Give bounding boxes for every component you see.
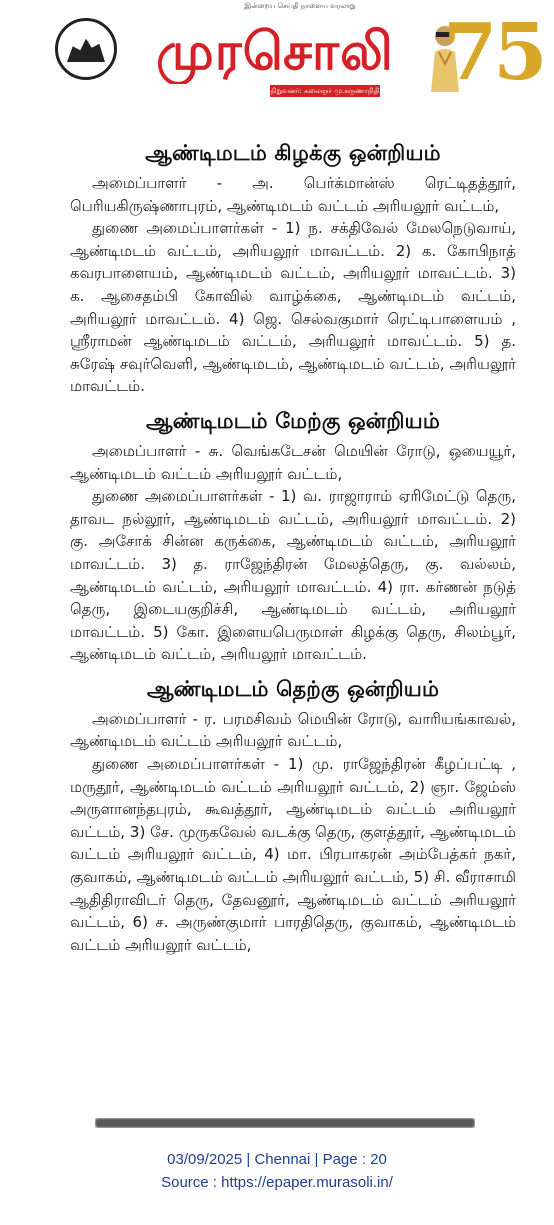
anniversary-emblem xyxy=(425,7,544,98)
cut-off-heading xyxy=(95,1118,475,1128)
organiser-paragraph: அமைப்பாளர் - ர. பரமசிவம் மெயின் ரோடு, வாரியங்காவல், ஆண்டிமடம் வட்டம் அரியலூர் வட்டம், xyxy=(70,709,516,751)
emblem-seal-mark xyxy=(67,36,105,62)
cut-off-heading-fragment xyxy=(95,1118,475,1128)
footer-source-link[interactable]: Source : https://epaper.murasoli.in/ xyxy=(161,1174,393,1191)
deputy-organisers-paragraph: துணை அமைப்பாளர்கள் - 1) வ. ராஜாராம் ஏரிமேட்டு தெரு, தாவட நல்லூர், ஆண்டிமடம் வட்டம், அரியலூர் மாவட்டம். 2) கு. அசோக் சின்ன கருக்கை, ஆண்டிமடம் வட்டம், அரியலூர் மாவட்டம். 3) த. ராஜேந்திரன் மேலத்தெரு, கு. வல்லம், ஆண்டிமடம் வட்டம், அரியலூர் மாவட்டம். 4) ரா. கர்ணன் நடுத் தெரு, இடையகுறிச்சி, ஆண்டிமடம் வட்டம், அரியலூர் மாவட்டம். 5) கோ. இளையபெருமாள் கிழக்கு தெரு, சிலம்பூர், ஆண்டிமடம் வட்டம், அரியலூர் மாவட்டம். xyxy=(70,487,516,664)
section-heading: ஆண்டிமடம் மேற்கு ஒன்றியம் xyxy=(146,408,440,433)
section-south-union xyxy=(70,674,516,957)
section-west-union xyxy=(70,406,516,666)
article-body xyxy=(70,138,516,964)
deputy-organisers-paragraph: துணை அமைப்பாளர்கள் - 1) மு. ராஜேந்திரன் கீழப்பட்டி , மருதூர், ஆண்டிமடம் வட்டம் அரியலூர் வட்டம், 2) ஞா. ஜேம்ஸ் அருளானந்தபுரம், கூவத்தூர், ஆண்டிமடம் வட்டம் அரியலூர் வட்டம், 3) சே. முருகவேல் வடக்கு தெரு, குளத்தூர், ஆண்டிமடம் வட்டம் அரியலூர் வட்டம், 4) மா. பிரபாகரன் அம்பேத்கர் நகர், குவாகம், ஆண்டிமடம் வட்டம் அரியலூர் வட்டம், 5) சி. வீராசாமி ஆதிதிராவிடர் தெரு, தேவனூர், ஆண்டிமடம் வட்டம் அரியலூர் வட்டம், 6) ச. அருண்குமார் பாரதிதெரு, குவாகம், ஆண்டிமடம் வட்டம் அரியலூர் வட்டம், xyxy=(70,755,516,954)
page-footer xyxy=(0,1148,554,1194)
emblem-seal-icon xyxy=(55,18,117,80)
masthead xyxy=(0,0,554,112)
section-east-union xyxy=(70,138,516,398)
anniversary-number: 75 xyxy=(443,7,544,98)
organiser-paragraph: அமைப்பாளர் - சு. வெங்கடேசன் மெயின் ரோடு, ஒயையூர், ஆண்டிமடம் வட்டம் அரியலூர் வட்டம், xyxy=(70,441,516,483)
organiser-paragraph: அமைப்பாளர் - அ. பெர்க்மான்ஸ் ரெட்டிதத்தூர், பெரியகிருஷ்ணாபுரம், ஆண்டிமடம் வட்டம் அரியலூர் வட்டம், xyxy=(70,174,516,215)
newspaper-logo: முரசொலி xyxy=(156,22,394,82)
logo-founder-line: நிறுவனர்: கலைஞர் மு.கருணாநிதி xyxy=(270,87,380,95)
section-heading: ஆண்டிமடம் தெற்கு ஒன்றியம் xyxy=(146,676,440,701)
footer-date-page: 03/09/2025 | Chennai | Page : 20 xyxy=(167,1151,387,1168)
section-heading: ஆண்டிமடம் கிழக்கு ஒன்றியம் xyxy=(145,141,441,165)
masthead-tagline: இன்றைய செய்தி நாளைய வரலாறு xyxy=(244,2,356,10)
deputy-organisers-paragraph: துணை அமைப்பாளர்கள் - 1) ந. சக்திவேல் மேலநெடுவாய், ஆண்டிமடம் வட்டம், அரியலூர் மாவட்டம். 2) க. கோபிநாத் கவரபாளையம், ஆண்டிமடம் வட்டம், அரியலூர் மாவட்டம். 3) க. ஆசைதம்பி கோவில் வாழ்க்கை, ஆண்டிமடம் வட்டம், அரியலூர் மாவட்டம். 4) ஜெ. செல்வகுமார் ரெட்டிபாளையம் , ஸ்ரீராமன் ஆண்டிமடம் வட்டம், அரியலூர் மாவட்டம். 5) த. சுரேஷ் சவுர்வெளி, ஆண்டிமடம், ஆண்டிமடம் வட்டம், அரியலூர் மாவட்டம். xyxy=(70,219,516,396)
